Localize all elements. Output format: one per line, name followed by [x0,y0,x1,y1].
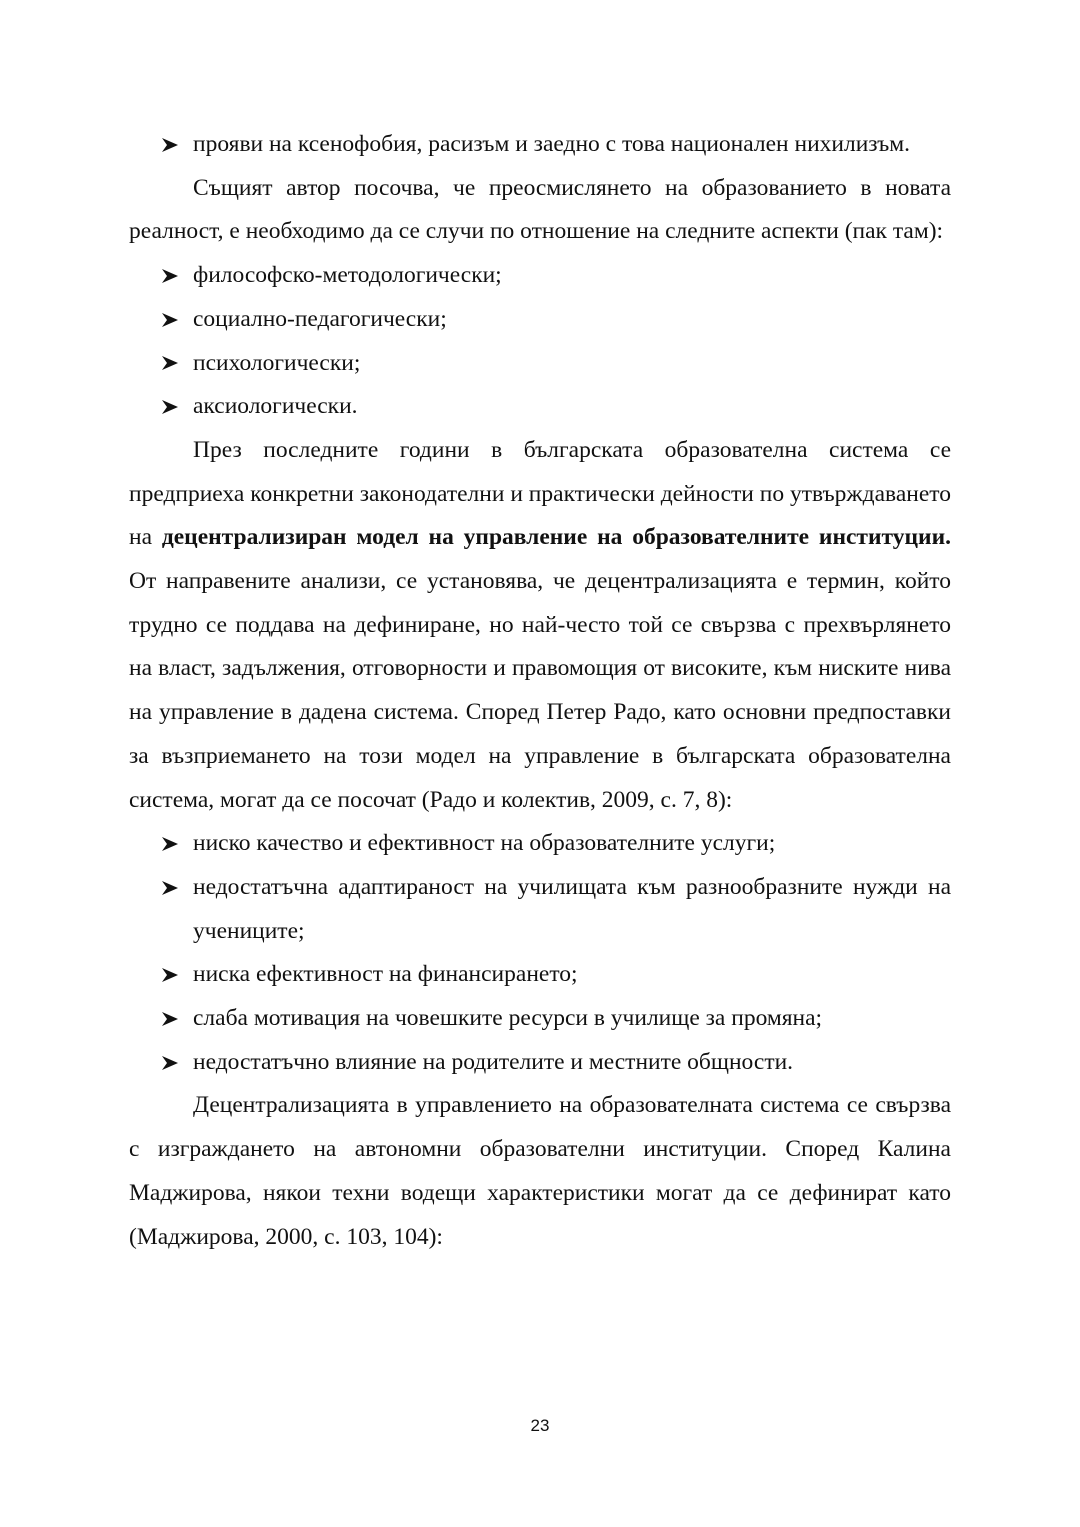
list-item [129,123,951,167]
list-item-text: недостатъчно влияние на родителите и местните общности. [193,1048,794,1075]
list-item-text: философско-методологически; [193,262,502,289]
list-item-text: недостатъчна адаптираност на училищата към разнообразните нужди на учениците; [193,873,951,944]
paragraph [129,429,951,822]
bullet-list-3 [129,822,951,1084]
list-item-text: психологически; [193,349,361,376]
list-item [129,997,951,1041]
arrowhead-bullet-icon [161,385,183,429]
paragraph: Същият автор посочва, че преосмислянето на образованието в новата реалност, е необходимо да се случи по отношение на следните аспекти (пак там): [129,174,951,245]
arrowhead-bullet-icon [161,997,183,1041]
arrowhead-bullet-icon [161,254,183,298]
arrowhead-bullet-icon [161,822,183,866]
arrowhead-bullet-icon [161,342,183,386]
arrowhead-bullet-icon [161,866,183,910]
list-item [129,254,951,298]
list-item [129,298,951,342]
page-number: 23 [530,1416,550,1435]
list-item [129,866,951,953]
list-item [129,385,951,429]
paragraph: Децентрализацията в управлението на образователната система се свързва с изграждането на автономни образователни институции. Според Калина Маджирова, някои техни водещи характеристики могат да се дефинират като (Маджирова, 2000, с. 103, 104): [129,1092,951,1250]
arrowhead-bullet-icon [161,298,183,342]
list-item-text: социално-педагогически; [193,305,447,332]
list-item [129,822,951,866]
list-item-text: ниска ефективност на финансирането; [193,961,578,988]
bullet-list-2 [129,254,951,429]
arrowhead-bullet-icon [161,1041,183,1085]
list-item [129,1041,951,1085]
list-item [129,342,951,386]
paragraph-text: От направените анализи, се установява, че децентрализацията е термин, който трудно се поддава на дефиниране, но най-често той се свързва с прехвърлянето на власт, задължения, отговорности и правомощия от високите, към ниските нива на управление в дадена система. Според Петер Радо, като основни предпоставки за възприемането на този модел на управление в българската образователна система, могат да се посочат (Радо и колектив, 2009, с. 7, 8): [129,568,951,813]
bullet-list-1 [129,123,951,167]
arrowhead-bullet-icon [161,123,183,167]
list-item [129,953,951,997]
list-item-text: прояви на ксенофобия, расизъм и заедно с това национален нихилизъм. [193,131,911,157]
list-item-text: слаба мотивация на човешките ресурси в училище за промяна; [193,1005,823,1032]
paragraph-text: През последните години в българската образователна система се предприеха конкретни законодателни и практически дейности по утвърждаването на [129,436,951,551]
arrowhead-bullet-icon [161,953,183,997]
document-page [129,123,951,1259]
list-item-text: ниско качество и ефективност на образователните услуги; [193,830,776,857]
list-item-text: аксиологически. [193,393,358,420]
bold-term: децентрализиран модел на управление на образователните институции. [161,524,951,551]
